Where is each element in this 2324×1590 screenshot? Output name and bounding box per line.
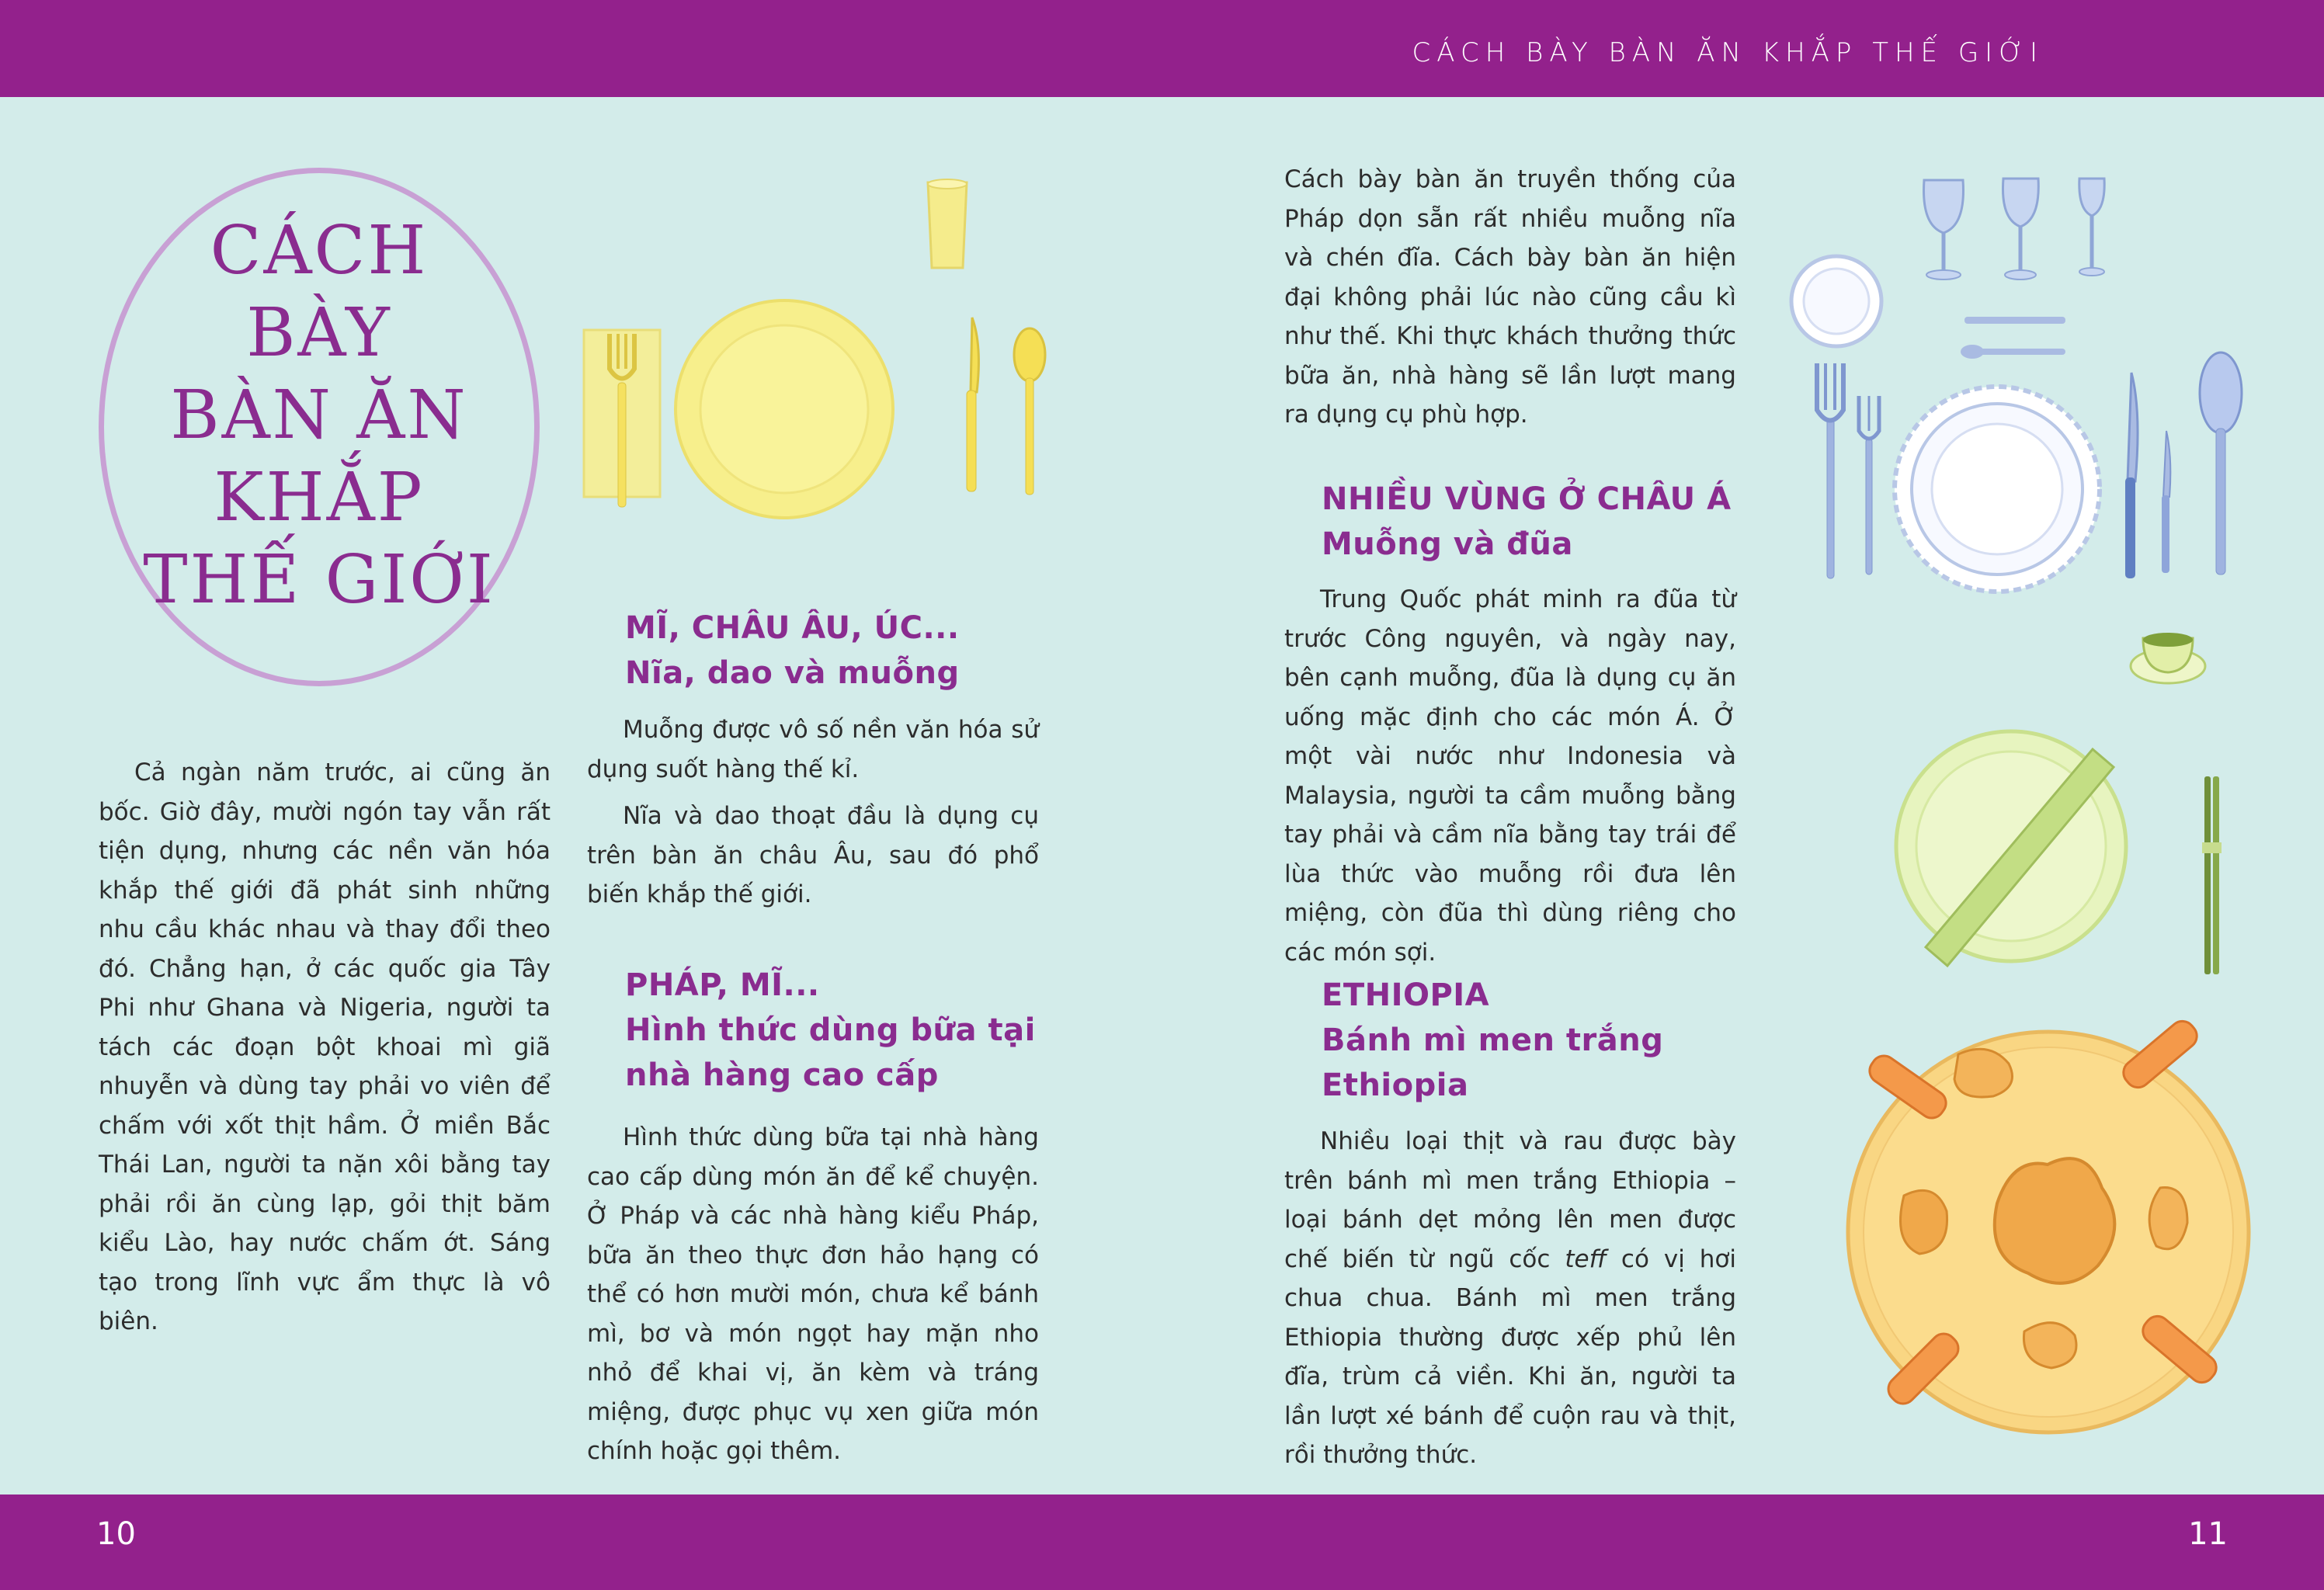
soup-spoon-icon bbox=[2200, 352, 2242, 575]
plate-icon bbox=[676, 300, 893, 518]
footer-band bbox=[0, 1495, 2324, 1590]
section-heading-asia bbox=[1322, 477, 1756, 567]
heading-utensils: Nĩa, dao và muỗng bbox=[625, 655, 960, 691]
text-run-italic: teff bbox=[1565, 1245, 1607, 1273]
asia-text bbox=[1284, 580, 1736, 972]
section-heading-western bbox=[625, 606, 1060, 696]
title-line: THẾ GIỚI bbox=[143, 541, 495, 619]
heading-region: ETHIOPIA bbox=[1322, 977, 1490, 1013]
intro-text bbox=[99, 753, 551, 1342]
title-line: CÁCH bbox=[210, 212, 429, 290]
heading-utensils: Muỗng và đũa bbox=[1322, 526, 1573, 562]
paragraph: Trung Quốc phát minh ra đũa từ trước Công nguyên, và ngày nay, bên cạnh muỗng, đũa là dụng cụ ăn uống mặc định cho các món Á. Ở một vài nước như Indonesia và Malaysia, người ta cầm muỗng bằng tay phải và cầm nĩa bằng tay trái để lùa thức vào muỗng rồi đưa lên miệng, còn đũa thì dùng riêng cho các món sợi. bbox=[1284, 585, 1736, 967]
running-title: CÁCH BÀY BÀN ĂN KHẮP THẾ GIỚI bbox=[1412, 37, 2044, 68]
chopsticks-icon bbox=[2202, 776, 2222, 974]
fine-dining-text bbox=[587, 1118, 1039, 1471]
western-text bbox=[587, 710, 1039, 915]
title-line: KHẮP bbox=[214, 459, 425, 536]
wine-glass-icon bbox=[1924, 179, 2105, 279]
dessert-utensils-icon bbox=[1961, 317, 2065, 359]
tea-cup-icon bbox=[2131, 633, 2205, 683]
knife-icon bbox=[967, 318, 978, 491]
heading-utensils: Bánh mì men trắng Ethiopia bbox=[1322, 1022, 1664, 1103]
western-place-setting-illustration bbox=[575, 175, 1056, 540]
text-run: có vị hơi chua chua. Bánh mì men trắng Ethiopia thường được xếp phủ lên đĩa, trùm cả viền. Khi ăn, người ta lần lượt xé bánh để cuộn rau và thịt, rồi thưởng thức. bbox=[1284, 1245, 1736, 1469]
paragraph bbox=[1284, 1122, 1736, 1475]
heading-region: PHÁP, MĨ... bbox=[625, 967, 820, 1003]
formal-place-setting-illustration bbox=[1786, 163, 2252, 598]
cup-icon bbox=[928, 179, 967, 268]
text-run: Nhiều loại thịt và rau được bày trên bánh mì men trắng Ethiopia – loại bánh dẹt mỏng lên men được chế biến từ ngũ cốc bbox=[1284, 1127, 1736, 1273]
bread-plate-icon bbox=[1791, 256, 1881, 346]
heading-region: MĨ, CHÂU ÂU, ÚC... bbox=[625, 610, 960, 646]
title-line: BÀN ĂN bbox=[170, 377, 468, 454]
asian-setting-illustration bbox=[1895, 621, 2244, 986]
dinner-plate-icon bbox=[1895, 387, 2100, 592]
intro-paragraph: Cả ngàn năm trước, ai cũng ăn bốc. Giờ đây, mười ngón tay vẫn rất tiện dụng, nhưng các nền văn hóa khắp thế giới đã phát sinh những nhu cầu khác nhau và thay đổi theo đó. Chẳng hạn, ở các quốc gia Tây Phi như Ghana và Nigeria, người ta tách các đoạn bột khoai mì giã nhuyễn và dùng tay phải vo viên để chấm với xốt thịt hầm. Ở miền Bắc Thái Lan, người ta nặn xôi bằng tay phải rồi ăn cùng lạp, gỏi thịt băm kiểu Lào, hay nước chấm ớt. Sáng tạo trong lĩnh vực ẩm thực là vô biên. bbox=[99, 759, 551, 1335]
ethiopia-text bbox=[1284, 1122, 1736, 1475]
paragraph: Muỗng được vô số nền văn hóa sử dụng suốt hàng thế kỉ. bbox=[587, 716, 1039, 783]
spoon-icon bbox=[1014, 328, 1045, 495]
heading-region: NHIỀU VÙNG Ở CHÂU Á bbox=[1322, 481, 1732, 517]
french-setting-text bbox=[1284, 160, 1736, 435]
paragraph: Cách bày bàn ăn truyền thống của Pháp dọn sẵn rất nhiều muỗng nĩa và chén đĩa. Cách bày bàn ăn hiện đại không phải lúc nào cũng cầu kì như thế. Khi thực khách thưởng thức bữa ăn, nhà hàng sẽ lần lượt mang ra dụng cụ phù hợp. bbox=[1284, 165, 1736, 429]
page-number-left: 10 bbox=[96, 1516, 136, 1552]
heading-utensils: Hình thức dùng bữa tại nhà hàng cao cấp bbox=[625, 1012, 1036, 1093]
injera-illustration bbox=[1834, 1009, 2269, 1444]
forks-icon bbox=[1817, 363, 1879, 578]
page-title bbox=[99, 210, 540, 621]
knife-icon bbox=[2125, 373, 2170, 578]
page-number-right: 11 bbox=[2188, 1516, 2228, 1552]
paragraph: Nĩa và dao thoạt đầu là dụng cụ trên bàn ăn châu Âu, sau đó phổ biến khắp thế giới. bbox=[587, 802, 1039, 908]
title-line: BÀY bbox=[246, 294, 392, 372]
section-heading-fine-dining bbox=[625, 963, 1060, 1098]
section-heading-ethiopia bbox=[1322, 973, 1756, 1108]
paragraph: Hình thức dùng bữa tại nhà hàng cao cấp dùng món ăn để kể chuyện. Ở Pháp và các nhà hàng kiểu Pháp, bữa ăn theo thực đơn hảo hạng có thể có hơn mười món, chưa kể bánh mì, bơ và món ngọt hay mặn nho nhỏ để khai vị, ăn kèm và tráng miệng, được phục vụ xen giữa món chính hoặc gọi thêm. bbox=[587, 1123, 1039, 1465]
